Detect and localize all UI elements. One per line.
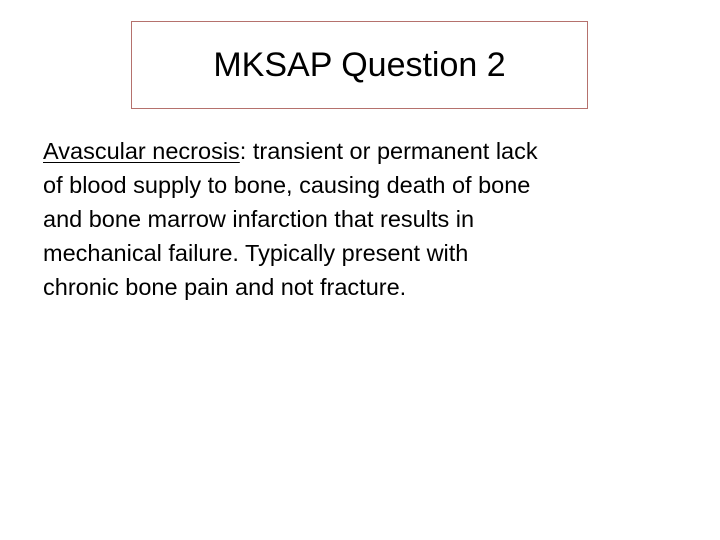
slide-title: MKSAP Question 2: [213, 46, 506, 84]
definition-text-line-4: mechanical failure. Typically present with: [43, 240, 469, 266]
slide-body: [43, 134, 683, 304]
definition-text-line-5: chronic bone pain and not fracture.: [43, 274, 407, 300]
definition-text-line-2: of blood supply to bone, causing death of bone: [43, 172, 531, 198]
title-box: [131, 21, 588, 109]
definition-term: Avascular necrosis: [43, 138, 240, 164]
definition-text-line-1: transient or permanent lack: [246, 138, 538, 164]
term-separator: :: [239, 138, 247, 164]
body-line-1: [43, 134, 683, 168]
definition-text-line-3: and bone marrow infarction that results in: [43, 206, 475, 232]
